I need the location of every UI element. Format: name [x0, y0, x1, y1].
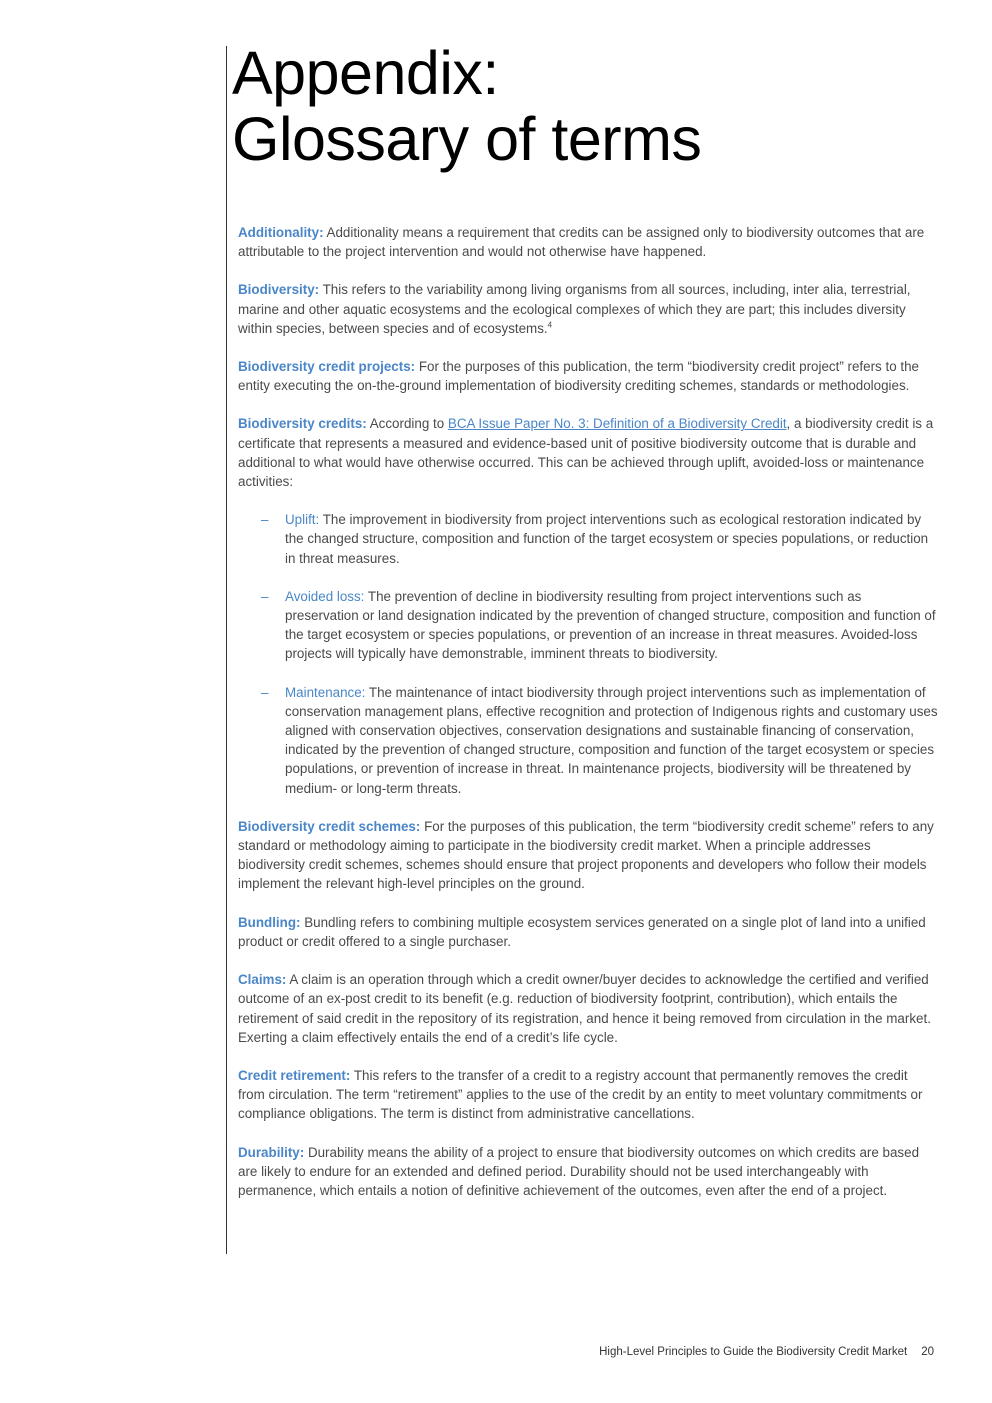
left-margin-rule: [226, 46, 227, 1254]
sub-definition: The improvement in biodiversity from project interventions such as ecological restoration indicated by the changed structure, composition and function of the target ecosystem or species populations, or reduction in threat measures.: [285, 512, 929, 566]
glossary-term: Bundling:: [238, 914, 301, 930]
glossary-term: Biodiversity:: [238, 282, 320, 298]
sub-term: Uplift:: [285, 512, 320, 528]
dash-bullet: –: [261, 512, 269, 528]
glossary-term: Biodiversity credits:: [238, 416, 367, 432]
footnote-reference[interactable]: 4: [547, 320, 553, 330]
glossary-definition: , a biodiversity credit is a certificate that represents a measured and evidence-based unit of positive biodiversity outcome that is durable and additional to what would have otherwise occurred. This can be achieved through uplift, avoided-loss or maintenance activities:: [238, 416, 934, 490]
list-item-uplift: [238, 510, 938, 568]
glossary-entry-claims: [238, 970, 938, 1047]
glossary-entry-credit-projects: [238, 357, 938, 395]
page-footer: [599, 1346, 934, 1358]
glossary-definition: Durability means the ability of a project to ensure that biodiversity outcomes on which credits are based are likely to endure for an extended and defined period. Durability should not be used interchangeably with permanence, which entails a notion of definitive achievement of the outcomes, even after the end of a project.: [238, 1144, 920, 1198]
page-number: 20: [921, 1346, 934, 1358]
glossary-definition: For the purposes of this publication, the term “biodiversity credit project” refers to the entity executing the on-the-ground implementation of biodiversity crediting schemes, standards or methodologies.: [238, 359, 919, 394]
glossary-entry-credit-retirement: [238, 1066, 938, 1124]
glossary-definition-intro: According to: [366, 416, 448, 432]
glossary-term: Claims:: [238, 972, 287, 988]
sub-definition: The maintenance of intact biodiversity through project interventions such as implementation of conservation management plans, effective recognition and protection of Indigenous rights and customary uses aligned with conservation objectives, conservation designations and sustainable financing of conservation, indicated by the prevention of changed structure, composition and function of the target ecosystem or species populations, or prevention of increase in threat. In maintenance projects, biodiversity will be threatened by medium- or long-term threats.: [285, 684, 938, 796]
sub-definition: The prevention of decline in biodiversity resulting from project interventions such as preservation or land designation indicated by the prevention of changed structure, composition and function of the target ecosystem or species populations, or prevention of an increase in threat measures. Avoided-loss projects will typically have demonstrable, imminent threats to biodiversity.: [285, 588, 936, 662]
credit-activity-list: [238, 510, 938, 798]
glossary-content: [238, 223, 938, 1219]
glossary-definition: A claim is an operation through which a credit owner/buyer decides to acknowledge the certified and verified outcome of an ex-post credit to its benefit (e.g. reduction of biodiversity footprint, contribution), which entails the retirement of said credit in the repository of its registration, and hence it being removed from circulation in the market. Exerting a claim effectively entails the end of a credit’s life cycle.: [238, 972, 931, 1045]
bca-issue-paper-link[interactable]: BCA Issue Paper No. 3: Definition of a Biodiversity Credit: [447, 416, 787, 432]
glossary-entry-bundling: [238, 913, 938, 951]
glossary-entry-credit-schemes: [238, 817, 938, 894]
glossary-definition: For the purposes of this publication, the term “biodiversity credit scheme” refers to any standard or methodology aiming to participate in the biodiversity credit market. When a principle addresses biodiversity credit schemes, schemes should ensure that project proponents and developers who follow their models implement the relevant high-level principles on the ground.: [238, 818, 934, 892]
glossary-definition: Additionality means a requirement that credits can be assigned only to biodiversity outcomes that are attributable to the project intervention and would not otherwise have happened.: [238, 225, 925, 260]
glossary-term: Biodiversity credit schemes:: [238, 818, 421, 834]
sub-term: Maintenance:: [285, 684, 366, 700]
glossary-term: Additionality:: [238, 225, 324, 240]
glossary-term: Durability:: [238, 1144, 305, 1160]
page-title: [232, 40, 701, 172]
dash-bullet: –: [261, 684, 269, 700]
glossary-definition: This refers to the variability among living organisms from all sources, including, inter alia, terrestrial, marine and other aquatic ecosystems and the ecological complexes of which they are part; this includes diversity within species, between species and of ecosystems.: [238, 282, 911, 336]
glossary-entry-additionality: [238, 223, 938, 261]
glossary-entry-biodiversity: [238, 280, 938, 338]
glossary-term: Credit retirement:: [238, 1067, 351, 1083]
glossary-entry-durability: [238, 1143, 938, 1201]
footer-publication-title: High-Level Principles to Guide the Biodiversity Credit Market: [599, 1346, 908, 1358]
glossary-term: Biodiversity credit projects:: [238, 359, 416, 375]
glossary-definition: This refers to the transfer of a credit to a registry account that permanently removes the credit from circulation. The term “retirement” applies to the use of the credit by an entity to meet voluntary commitments or compliance obligations. The term is distinct from administrative cancellations.: [238, 1067, 923, 1122]
list-item-maintenance: [238, 683, 938, 798]
sub-term: Avoided loss:: [285, 588, 365, 604]
page-title-line-1: Appendix:: [232, 39, 499, 107]
dash-bullet: –: [261, 588, 269, 604]
list-item-avoided-loss: [238, 587, 938, 664]
glossary-entry-credits: [238, 414, 938, 491]
glossary-definition: Bundling refers to combining multiple ecosystem services generated on a single plot of land into a unified product or credit offered to a single purchaser.: [238, 914, 926, 949]
page-title-line-2: Glossary of terms: [232, 105, 702, 173]
